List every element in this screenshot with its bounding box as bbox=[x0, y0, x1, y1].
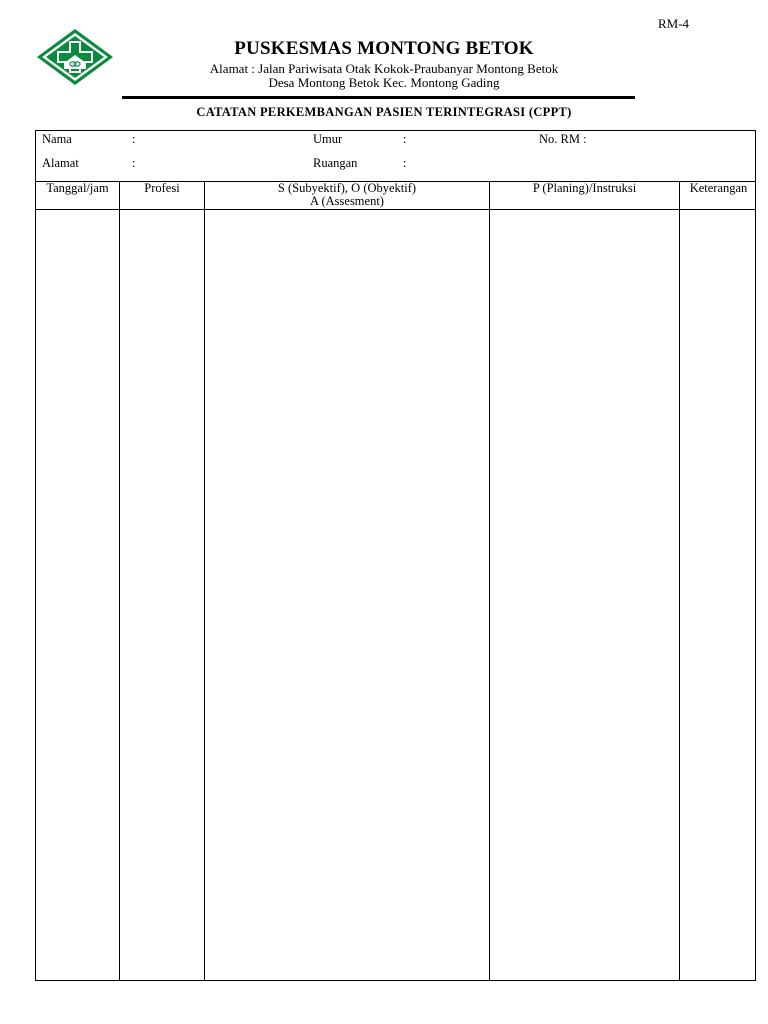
ruangan-label: Ruangan bbox=[313, 156, 358, 170]
form-title: CATATAN PERKEMBANGAN PASIEN TERINTEGRASI (CPPT) bbox=[196, 105, 572, 119]
col-soa-line2: A (Assesment) bbox=[310, 194, 384, 208]
no-rm-label: No. RM : bbox=[539, 132, 587, 146]
alamat-colon: : bbox=[132, 156, 136, 170]
col-profesi-header: Profesi bbox=[144, 181, 180, 195]
column-divider bbox=[489, 181, 490, 980]
address-line-2: Desa Montong Betok Kec. Montong Gading bbox=[268, 75, 500, 90]
column-divider bbox=[204, 181, 205, 980]
nama-label: Nama bbox=[42, 132, 72, 146]
cppt-form-table bbox=[35, 130, 756, 981]
address-line-1: Alamat : Jalan Pariwisata Otak Kokok-Praubanyar Montong Betok bbox=[209, 61, 559, 76]
ruangan-colon: : bbox=[403, 156, 407, 170]
form-code: RM-4 bbox=[658, 16, 690, 31]
col-soa-header bbox=[205, 182, 489, 208]
umur-colon: : bbox=[403, 132, 407, 146]
col-tanggal-header: Tanggal/jam bbox=[46, 181, 109, 195]
header-row-divider bbox=[36, 209, 755, 210]
header-rule bbox=[122, 96, 635, 99]
col-soa-line1: S (Subyektif), O (Obyektif) bbox=[277, 181, 417, 195]
col-planing-header: P (Planing)/Instruksi bbox=[532, 181, 637, 195]
alamat-label: Alamat bbox=[42, 156, 79, 170]
nama-colon: : bbox=[132, 132, 136, 146]
umur-label: Umur bbox=[313, 132, 343, 146]
org-name: PUSKESMAS MONTONG BETOK bbox=[234, 38, 534, 59]
column-divider bbox=[679, 181, 680, 980]
column-divider bbox=[119, 181, 120, 980]
col-keterangan-header: Keterangan bbox=[689, 181, 748, 195]
